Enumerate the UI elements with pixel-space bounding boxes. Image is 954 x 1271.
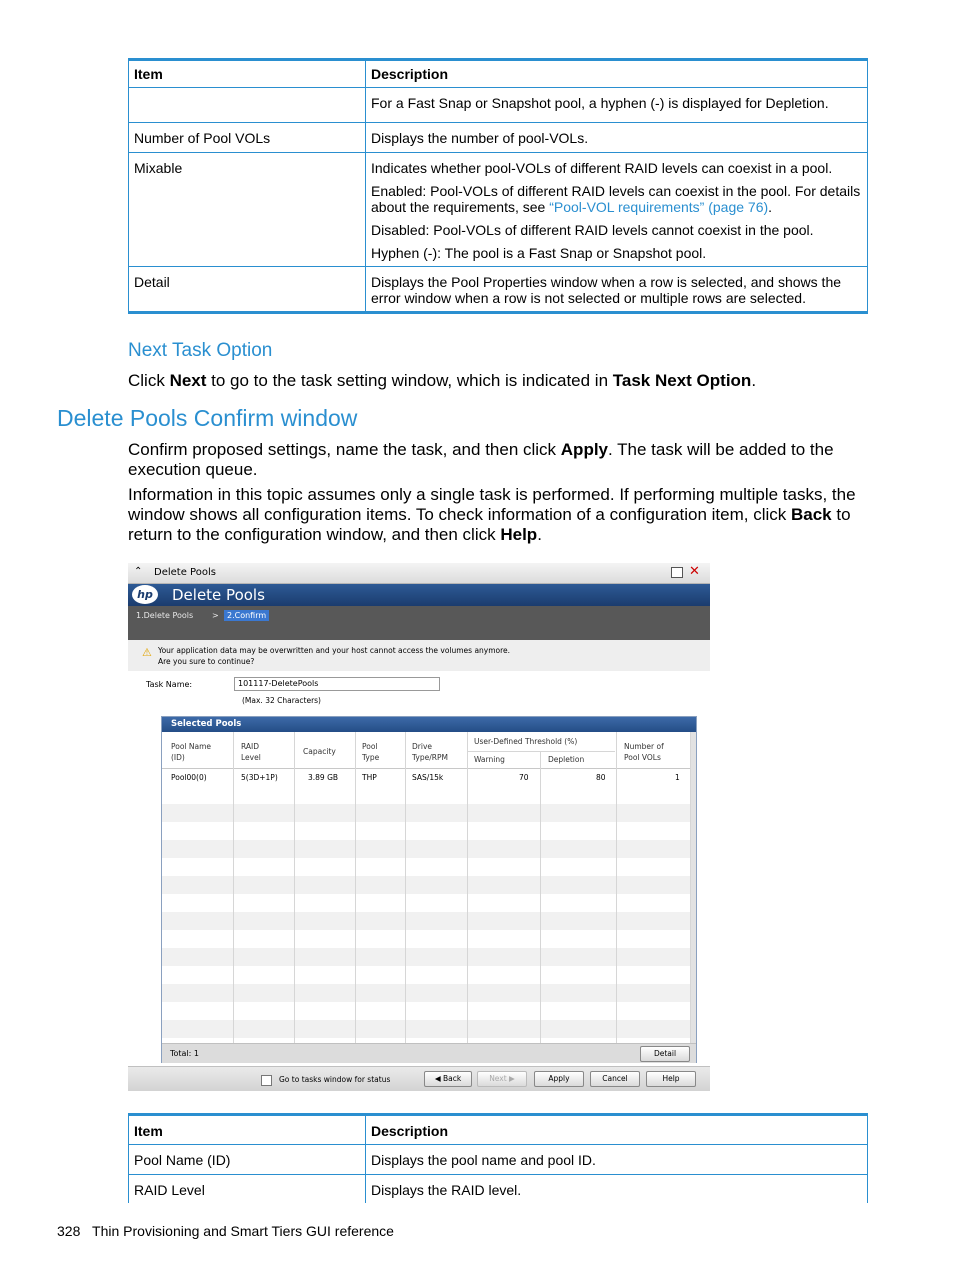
description-text: Displays the Pool Properties window when a row is selected, and shows the error window when a row is not selected or multiple rows are selected. — [371, 274, 842, 306]
header-text: Pool Name — [171, 742, 212, 751]
header-description: Description — [366, 60, 868, 88]
warning-line-1: Your application data may be overwritten and your host cannot access the volumes anymore. — [158, 646, 511, 655]
col-pool-type[interactable] — [362, 741, 379, 763]
help-button[interactable]: Help — [646, 1071, 696, 1087]
row-item: Detail — [129, 267, 366, 313]
description-text: Indicates whether pool-VOLs of different RAID levels can coexist in a pool. — [371, 160, 833, 176]
task-name-input[interactable] — [234, 677, 440, 691]
row-description — [366, 153, 868, 267]
col-raid-level[interactable] — [241, 741, 261, 763]
table-row[interactable] — [162, 769, 691, 787]
window-titlebar — [128, 563, 710, 584]
col-capacity[interactable]: Capacity — [303, 747, 336, 756]
row-description: Displays the RAID level. — [366, 1175, 868, 1204]
table-row — [129, 88, 868, 123]
collapse-chevron-icon[interactable]: ⌃ — [134, 566, 143, 577]
bold-text: Back — [791, 505, 832, 524]
header-description: Description — [366, 1115, 868, 1145]
text: Click — [128, 371, 170, 390]
description-text — [371, 183, 862, 215]
header-text: Number of — [624, 742, 664, 751]
cell-raid-level: 5(3D+1P) — [241, 773, 278, 782]
header-text: Drive — [412, 742, 432, 751]
row-item — [129, 88, 366, 123]
panel-footer — [162, 1043, 696, 1063]
warning-icon: ⚠ — [142, 646, 152, 659]
item-description-table-2 — [128, 1113, 868, 1203]
header-text: Pool VOLs — [624, 753, 661, 762]
bold-text: Next — [169, 371, 207, 390]
table-row — [129, 1175, 868, 1204]
header-text: Level — [241, 753, 261, 762]
cell-warning: 70 — [519, 773, 529, 782]
task-name-label: Task Name: — [146, 680, 193, 689]
col-drive-type[interactable] — [412, 741, 448, 763]
row-item: Number of Pool VOLs — [129, 123, 366, 153]
header-item: Item — [129, 1115, 366, 1145]
maximize-icon[interactable] — [671, 567, 683, 578]
text: . — [537, 525, 542, 544]
description-text-part: . — [768, 199, 773, 215]
item-description-table-1 — [128, 58, 868, 314]
delete-pools-window-screenshot — [128, 563, 710, 1091]
text: to go to the task setting window, which is indicated in — [206, 371, 613, 390]
row-description: Displays the pool name and pool ID. — [366, 1145, 868, 1175]
total-count: Total: 1 — [170, 1049, 200, 1058]
header-item: Item — [129, 60, 366, 88]
hp-logo: hp — [132, 585, 158, 604]
bold-text: Help — [500, 525, 538, 544]
description-text: Hyphen (-): The pool is a Fast Snap or Snapshot pool. — [371, 245, 707, 261]
description-text-part: Enabled: Pool-VOLs of different RAID levels can coexist in the pool. For details about the requirements, see — [371, 183, 861, 215]
wizard-steps — [128, 606, 710, 640]
table-header-row — [129, 60, 868, 88]
col-threshold: User-Defined Threshold (%) — [474, 737, 578, 746]
bold-text: Task Next Option — [612, 371, 752, 390]
bottom-button-bar — [128, 1066, 710, 1091]
cell-capacity: 3.89 GB — [308, 773, 339, 782]
col-number-of-pool-vols[interactable] — [624, 741, 664, 763]
cell-pool-vols: 1 — [675, 773, 680, 782]
col-warning[interactable]: Warning — [474, 755, 505, 764]
warning-box — [128, 640, 710, 671]
back-button[interactable]: ◀ Back — [424, 1071, 472, 1087]
text: to return to the configuration window, and then click — [128, 505, 851, 544]
warning-line-2: Are you sure to continue? — [158, 657, 255, 666]
cell-drive-type: SAS/15k — [412, 773, 444, 782]
next-task-paragraph — [128, 371, 868, 391]
close-icon[interactable]: ✕ — [689, 564, 700, 579]
selected-pools-panel — [161, 716, 697, 1063]
next-button[interactable]: Next ▶ — [477, 1071, 527, 1087]
apply-button[interactable]: Apply — [534, 1071, 584, 1087]
cancel-button[interactable]: Cancel — [590, 1071, 640, 1087]
description-text: For a Fast Snap or Snapshot pool, a hyphen (-) is displayed for Depletion. — [371, 95, 829, 111]
panel-title: Selected Pools — [162, 717, 696, 732]
row-description — [366, 88, 868, 123]
table-row — [129, 1145, 868, 1175]
pool-vol-requirements-link[interactable]: “Pool-VOL requirements” (page 76) — [549, 199, 769, 215]
table-scrollbar[interactable] — [691, 732, 696, 1046]
table-header — [162, 732, 691, 769]
header-text: Type/RPM — [412, 753, 448, 762]
step-separator: > — [212, 611, 219, 620]
cell-depletion: 80 — [596, 773, 606, 782]
cell-pool-name: Pool00(0) — [171, 773, 207, 782]
text: . The task will be added to the execution queue. — [128, 440, 834, 479]
goto-tasks-checkbox[interactable] — [261, 1075, 272, 1086]
table-row — [129, 123, 868, 153]
section-paragraph-2 — [128, 485, 868, 545]
section-heading: Delete Pools Confirm window — [57, 405, 358, 431]
header-text: RAID — [241, 742, 260, 751]
window-title: Delete Pools — [154, 567, 216, 578]
row-item: Mixable — [129, 153, 366, 267]
table-row — [129, 153, 868, 267]
row-item: Pool Name (ID) — [129, 1145, 366, 1175]
cell-pool-type: THP — [362, 773, 377, 782]
footer-text: Thin Provisioning and Smart Tiers GUI reference — [92, 1223, 394, 1239]
next-task-option-heading: Next Task Option — [128, 340, 273, 361]
page-footer — [57, 1223, 394, 1239]
row-description — [366, 123, 868, 153]
step-delete-pools: 1.Delete Pools — [136, 611, 194, 620]
goto-tasks-label: Go to tasks window for status — [279, 1075, 391, 1084]
section-paragraph-1 — [128, 440, 868, 480]
col-pool-name[interactable] — [171, 741, 211, 763]
task-name-hint: (Max. 32 Characters) — [242, 696, 321, 705]
text: Confirm proposed settings, name the task, and then click — [128, 440, 561, 459]
row-item: RAID Level — [129, 1175, 366, 1204]
header-text: Type — [362, 753, 380, 762]
description-text: Disabled: Pool-VOLs of different RAID levels cannot coexist in the pool. — [371, 222, 814, 238]
step-confirm: 2.Confirm — [224, 610, 269, 621]
text: Information in this topic assumes only a single task is performed. If performing multiple tasks, the window shows all configuration items. To check information of a configuration item, click — [128, 485, 856, 524]
page-number: 328 — [57, 1223, 81, 1239]
text: . — [751, 371, 757, 390]
banner-title: Delete Pools — [172, 586, 265, 604]
detail-button[interactable]: Detail — [640, 1046, 690, 1062]
bold-text: Apply — [560, 440, 609, 459]
description-text: Displays the number of pool-VOLs. — [371, 130, 589, 146]
header-text: Pool — [362, 742, 378, 751]
table-row — [129, 267, 868, 313]
table-header-row — [129, 1115, 868, 1145]
row-description — [366, 267, 868, 313]
selected-pools-table — [162, 732, 691, 1046]
window-banner — [128, 584, 710, 606]
col-depletion[interactable]: Depletion — [548, 755, 585, 764]
header-text: (ID) — [171, 753, 185, 762]
